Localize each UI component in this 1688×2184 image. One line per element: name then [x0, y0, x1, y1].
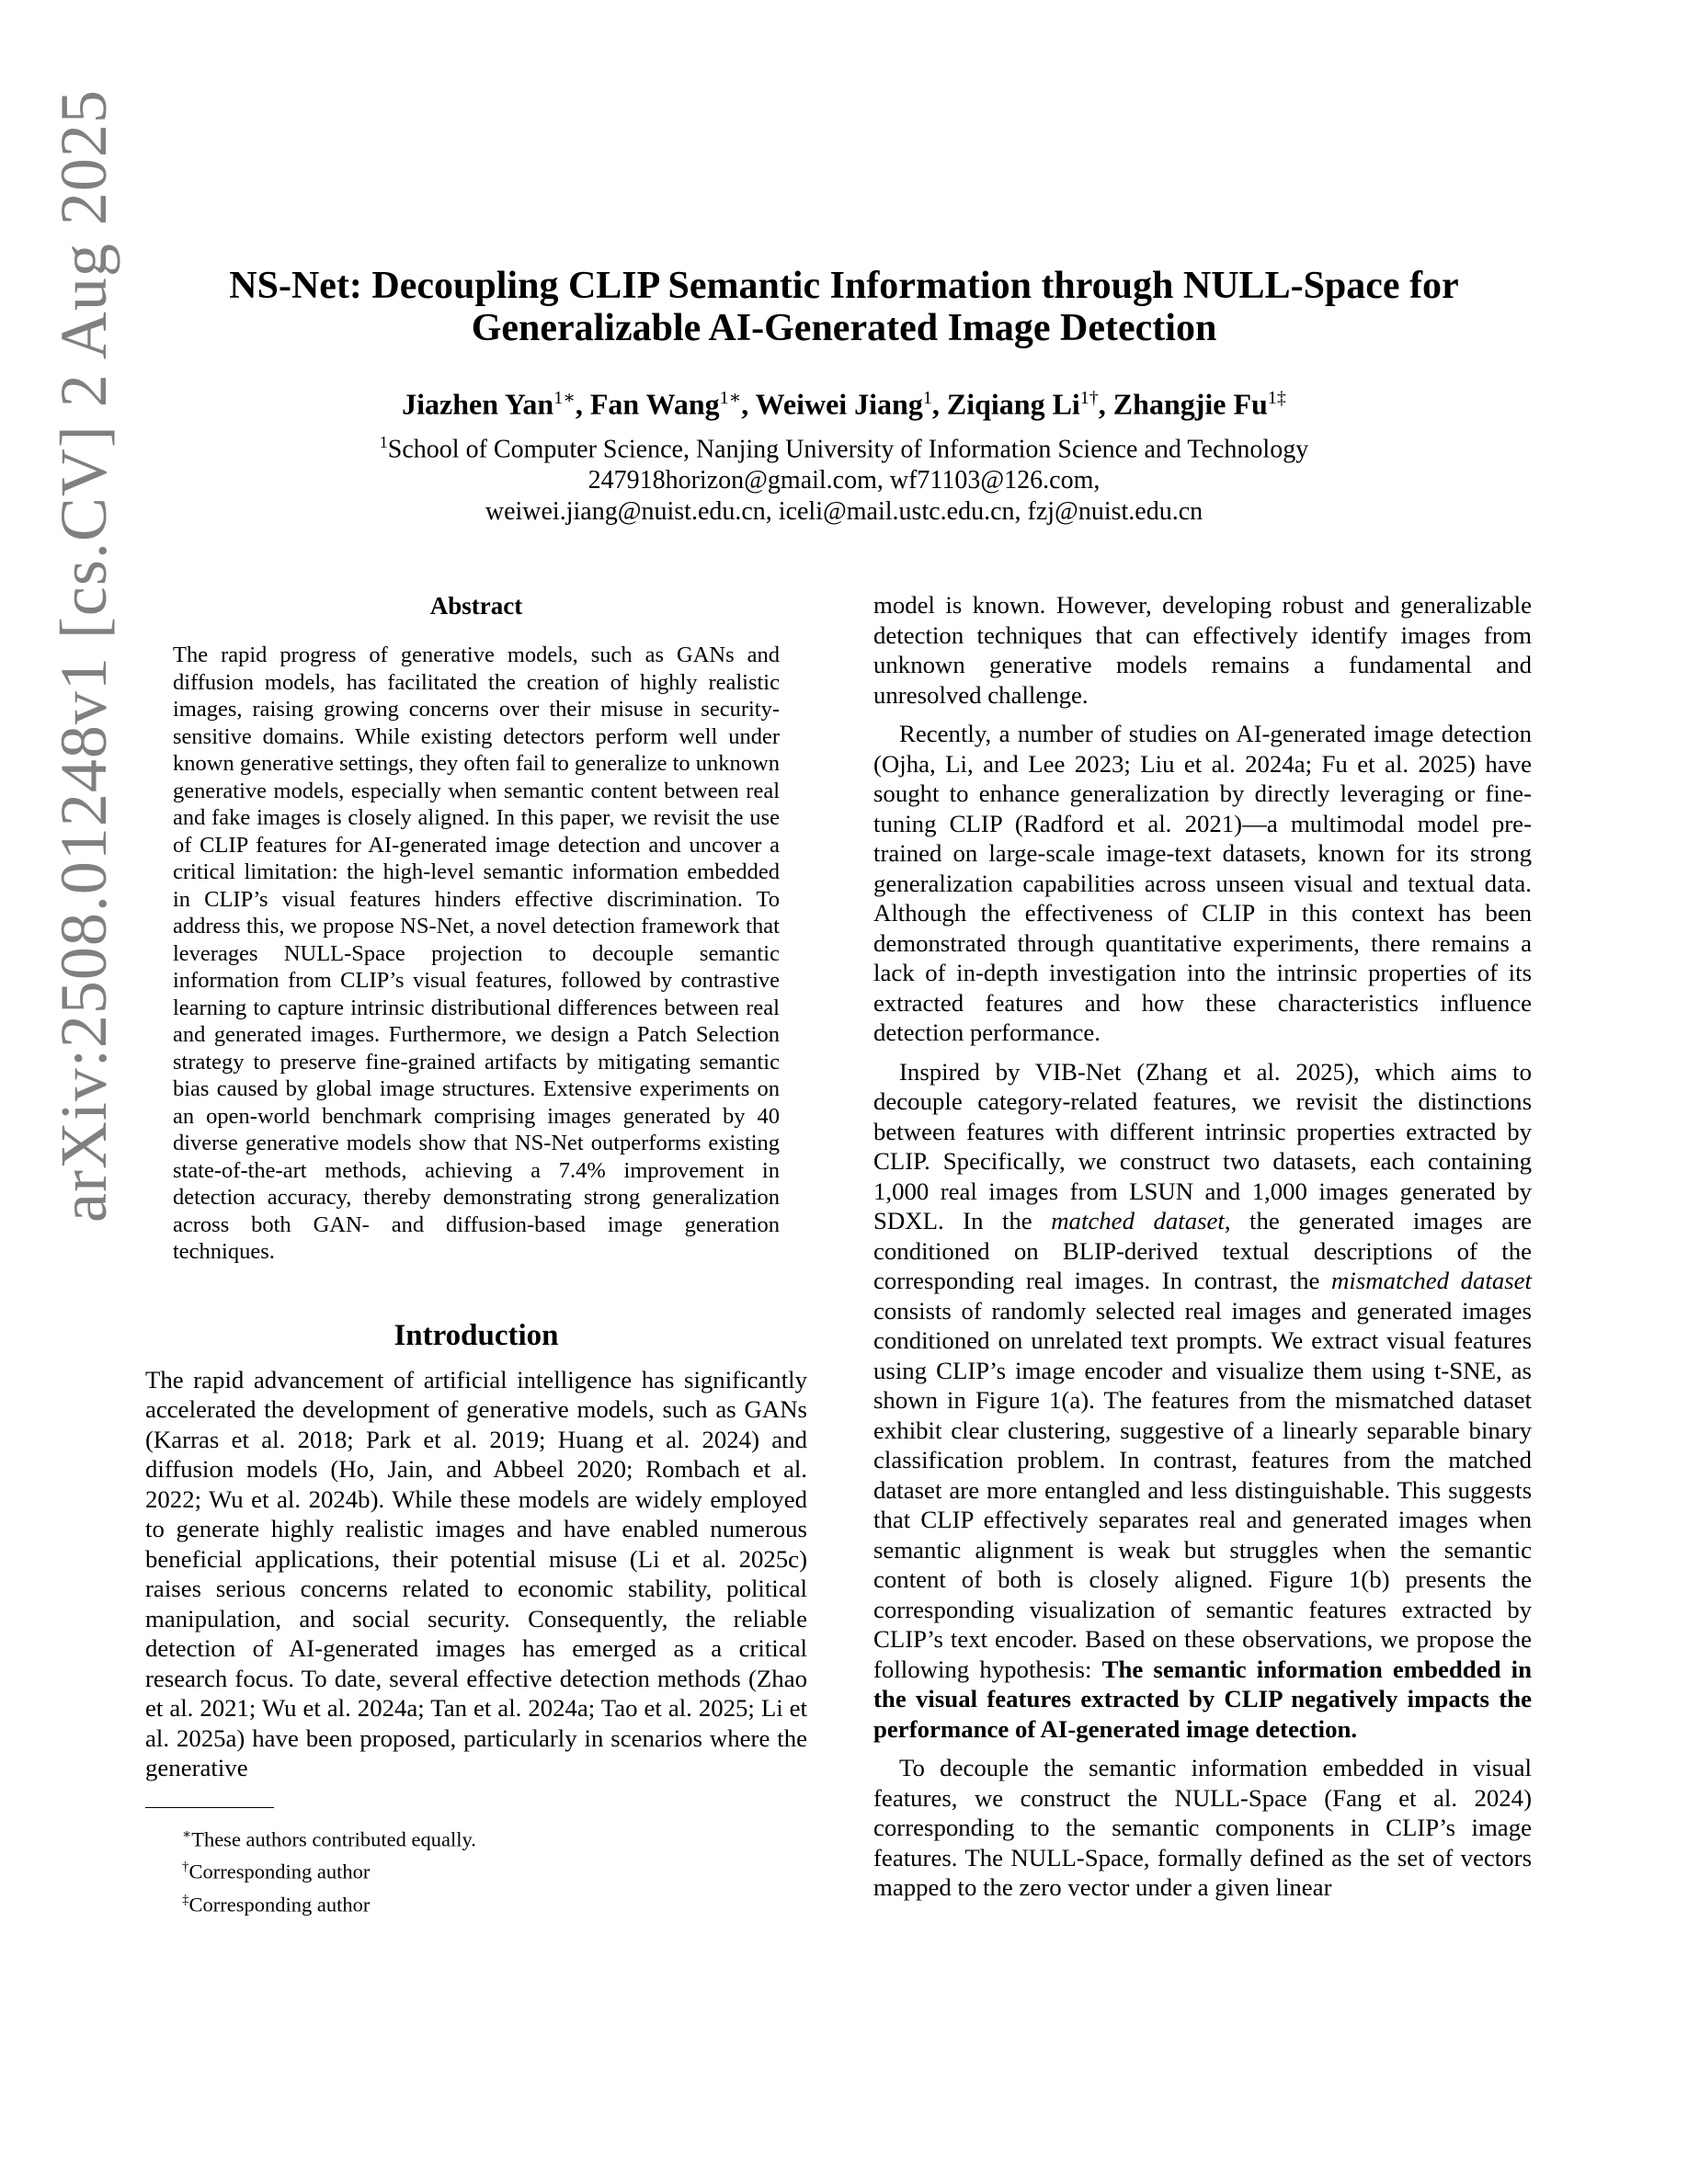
text-run: , the generated images are conditioned on BLIP-derived textual descriptions of the corresponding real images. In contrast, the [873, 1207, 1532, 1294]
author-list [138, 381, 1550, 422]
text-run: consists of randomly selected real images and generated images conditioned on unrelated text prompts. We extract visual features using CLIP’s image encoder and visualize them using t-SNE, as shown in Figure 1(a). The features from the mismatched dataset exhibit clear clustering, suggestive of a linearly separable binary classification problem. In contrast, features from the matched dataset are more entangled and less distinguishable. This suggests that CLIP effectively separates real and generated images when semantic alignment is weak but struggles when the semantic content of both is closely aligned. Figure 1(b) presents the corresponding visualization of semantic features extracted by CLIP’s text encoder. Based on these observations, we propose the following hypothesis: [873, 1296, 1532, 1683]
author-mark: 1∗ [719, 388, 742, 408]
affiliation-mark: 1 [379, 433, 388, 451]
introduction-heading: Introduction [393, 1318, 559, 1352]
footnote-mark: ‡ [182, 1892, 189, 1907]
paper-title [138, 265, 1550, 349]
body-paragraph: model is known. However, developing robust and generalizable detection techniques that can effectively identify images from unknown generative models remains a fundamental and unresolved challenge. [873, 591, 1532, 709]
footnote [145, 1821, 807, 1854]
abstract-heading: Abstract [429, 592, 523, 620]
author-name: Fan Wang [589, 387, 720, 421]
right-column [873, 590, 1532, 1912]
author-name: Weiwei Jiang [755, 387, 923, 421]
author-mark: 1∗ [553, 388, 576, 408]
text-run: Inspired by VIB-Net (Zhang et al. 2025), which aims to decouple category-related features, we revisit the distinctions between features with different intrinsic properties extracted by CLIP. Specifically, we construct two datasets, each containing 1,000 real images from LSUN and 1,000 images generated by SDXL. In the [873, 1057, 1532, 1234]
author-separator: , [741, 387, 756, 421]
author-separator: , [575, 387, 590, 421]
footnote-mark: ∗ [182, 1826, 192, 1842]
affiliation-line [138, 427, 1550, 465]
affiliation-block [138, 427, 1550, 528]
introduction-paragraph: The rapid advancement of artificial intelligence has significantly accelerated the development of generative models, such as GANs (Karras et al. 2018; Park et al. 2019; Huang et al. 2024) and diffusion models (Ho, Jain, and Abbeel 2020; Rombach et al. 2022; Wu et al. 2024b). While these models are widely employed to generate highly realistic images and have enabled numerous beneficial applications, their potential misuse (Li et al. 2025c) raises serious concerns related to economic stability, political manipulation, and social security. Consequently, the reliable detection of AI-generated images has emerged as a critical research focus. To date, several effective detection methods (Zhao et al. 2021; Wu et al. 2024a; Tan et al. 2024a; Tao et al. 2025; Li et al. 2025a) have been proposed, particularly in scenarios where the generative [145, 1365, 807, 1781]
arxiv-identifier: arXiv:2508.01248v1 [cs.CV] 2 Aug 2025 [47, 89, 120, 1223]
abstract-text: The rapid progress of generative models, such as GANs and diffusion models, has facilitated the creation of highly realistic images, raising growing concerns over their misuse in security-sensitive domains. While existing detectors perform well under known generative settings, they often fail to generalize to unknown generative models, especially when semantic content between real and fake images is closely aligned. In this paper, we revisit the use of CLIP features for AI-generated image detection and uncover a critical limitation: the high-level semantic information embedded in CLIP’s visual features hinders effective discrimination. To address this, we propose NS-Net, a novel detection framework that leverages NULL-Space projection to decouple semantic information from CLIP’s visual features, followed by contrastive learning to capture intrinsic distributional differences between real and generated images. Furthermore, we design a Patch Selection strategy to preserve fine-grained artifacts by mitigating semantic bias caused by global image structures. Extensive experiments on an open-world benchmark comprising images generated by 40 diverse generative models show that NS-Net outperforms existing state-of-the-art methods, achieving a 7.4% improvement in detection accuracy, thereby demonstrating strong generalization across both GAN- and diffusion-based image generation techniques. [173, 643, 780, 1264]
hypothesis-statement: The semantic information embedded in the visual features extracted by CLIP negatively impacts the performance of AI-generated image detection. [873, 1655, 1532, 1743]
title-line-2: Generalizable AI-Generated Image Detection [471, 307, 1217, 349]
footnote-mark: † [182, 1860, 189, 1874]
body-paragraph: Recently, a number of studies on AI-generated image detection (Ojha, Li, and Lee 2023; Liu et al. 2024a; Fu et al. 2025) have sought to enhance generalization by directly leveraging or fine-tuning CLIP (Radford et al. 2021)—a multimodal model pre-trained on large-scale image-text datasets, known for its strong generalization capabilities across unseen visual and textual data. Although the effectiveness of CLIP in this context has been demonstrated through quantitative experiments, there remains a lack of in-depth investigation into the intrinsic properties of its extracted features and how these characteristics influence detection performance. [873, 720, 1532, 1046]
author-name: Jiazhen Yan [402, 387, 554, 421]
email-line-1: 247918horizon@gmail.com, wf71103@126.com, [587, 466, 1101, 495]
author-mark: 1‡ [1267, 388, 1286, 408]
title-line-1: NS-Net: Decoupling CLIP Semantic Information through NULL-Space for [229, 265, 1459, 307]
emphasis-mismatched-dataset: mismatched dataset [1331, 1267, 1532, 1294]
author-mark: 1 [922, 388, 932, 408]
footnote [145, 1886, 807, 1919]
footnote-text: Corresponding author [188, 1860, 371, 1883]
footnote-text: These authors contributed equally. [191, 1827, 476, 1850]
emphasis-matched-dataset: matched dataset [1051, 1207, 1225, 1234]
email-line-2: weiwei.jiang@nuist.edu.cn, iceli@mail.ustc.edu.cn, fzj@nuist.edu.cn [485, 497, 1203, 527]
author-name: Ziqiang Li [946, 387, 1080, 421]
footnote [145, 1853, 807, 1886]
left-column [145, 590, 807, 1918]
author-mark: 1† [1079, 388, 1099, 408]
footnote-text: Corresponding author [188, 1893, 371, 1916]
body-paragraph: To decouple the semantic information embedded in visual features, we construct the NULL-Space (Fang et al. 2024) corresponding to the semantic components in CLIP’s image features. The NULL-Space, formally defined as the set of vectors mapped to the zero vector under a given linear [873, 1754, 1532, 1901]
author-name: Zhangjie Fu [1112, 387, 1268, 421]
institution: School of Computer Science, Nanjing University of Information Science and Technology [387, 435, 1309, 464]
body-paragraph-hypothesis [873, 1057, 1532, 1745]
author-separator: , [1098, 387, 1113, 421]
footnote-divider [145, 1807, 274, 1808]
author-separator: , [931, 387, 947, 421]
